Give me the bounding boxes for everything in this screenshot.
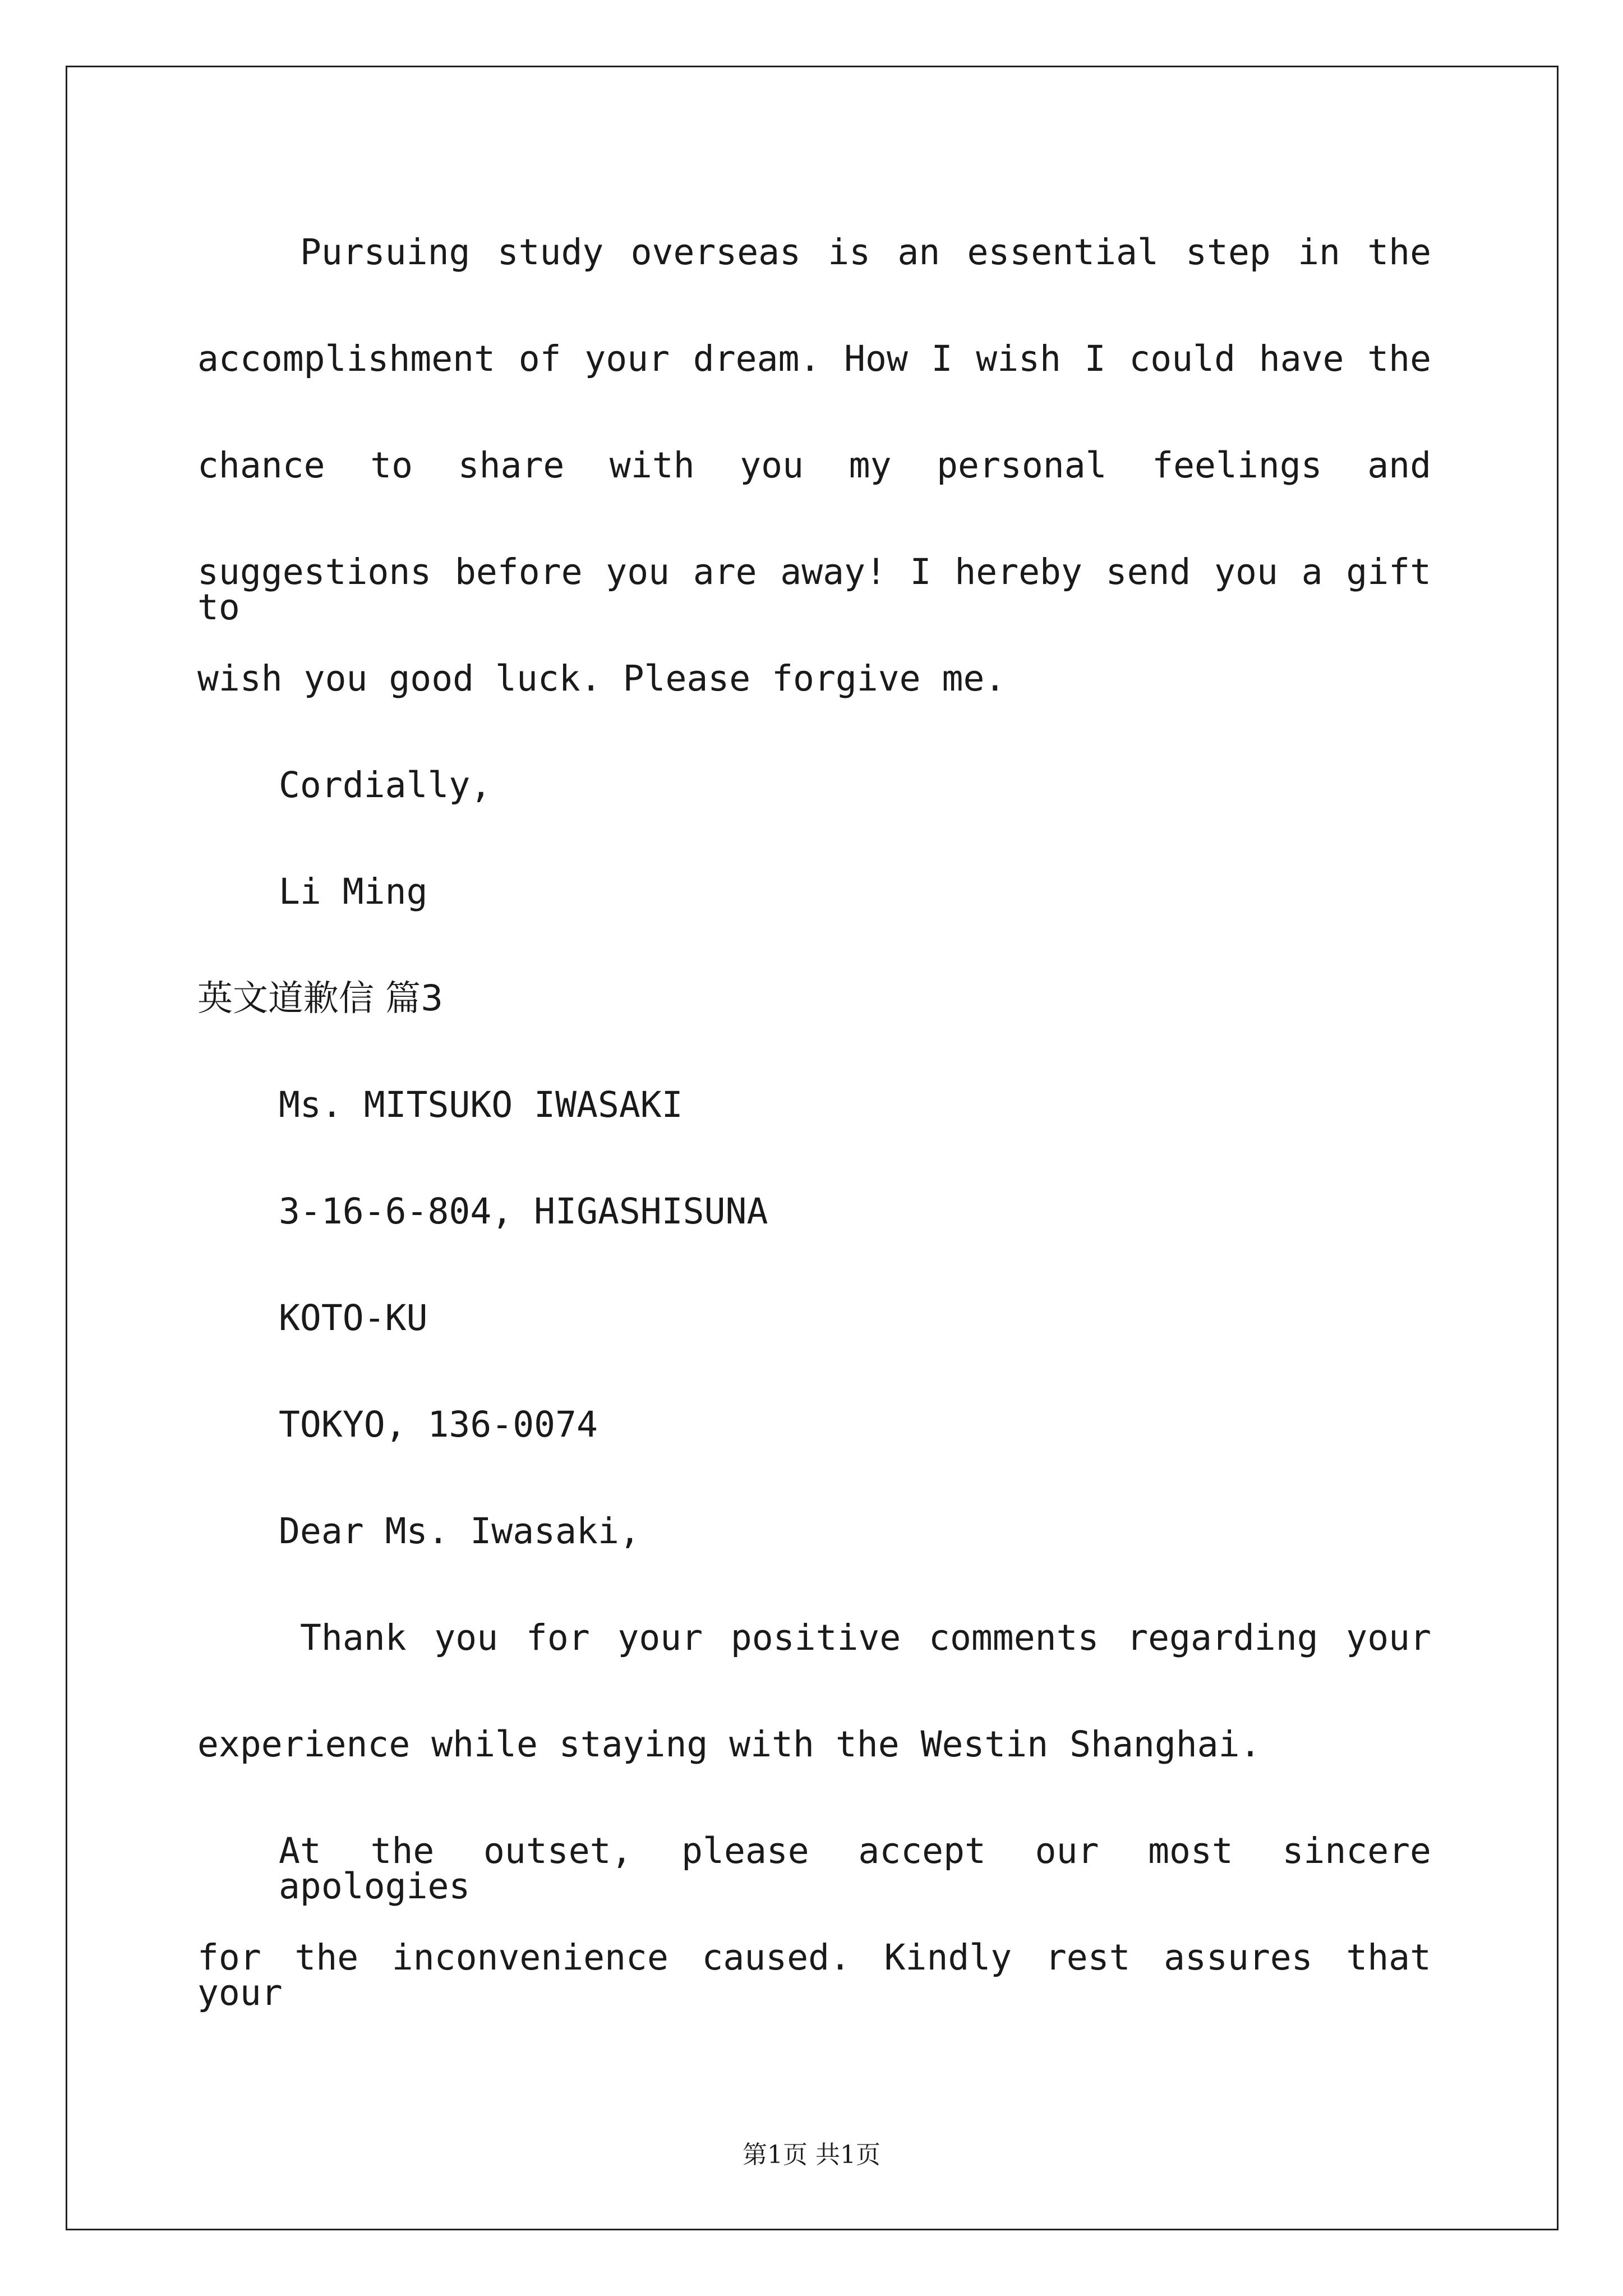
paragraph-line: Thank you for your positive comments regarding your xyxy=(300,1617,1431,1658)
address-street: 3-16-6-804, HIGASHISUNA xyxy=(279,1191,768,1232)
paragraph-line: chance to share with you my personal feelings and xyxy=(197,445,1431,486)
paragraph-line: Pursuing study overseas is an essential step in the xyxy=(300,232,1431,273)
address-city: TOKYO, 136-0074 xyxy=(279,1404,598,1445)
paragraph-line: accomplishment of your dream. How I wish I could have the xyxy=(197,338,1431,379)
salutation: Dear Ms. Iwasaki, xyxy=(279,1511,640,1552)
section-heading: 英文道歉信 篇3 xyxy=(197,978,444,1019)
address-ward: KOTO-KU xyxy=(279,1297,428,1338)
paragraph-line: experience while staying with the Westin Shanghai. xyxy=(197,1724,1261,1765)
paragraph-line: At the outset, please accept our most sincere apologies xyxy=(279,1830,1431,1907)
page-footer: 第1页 共1页 xyxy=(743,2141,880,2169)
paragraph-line: wish you good luck. Please forgive me. xyxy=(197,658,1006,699)
signature: Li Ming xyxy=(279,871,428,912)
paragraph-line: suggestions before you are away! I hereby send you a gift to xyxy=(197,551,1431,628)
address-name: Ms. MITSUKO IWASAKI xyxy=(279,1084,683,1125)
closing: Cordially, xyxy=(279,765,492,806)
paragraph-line: for the inconvenience caused. Kindly rest assures that your xyxy=(197,1937,1431,2013)
